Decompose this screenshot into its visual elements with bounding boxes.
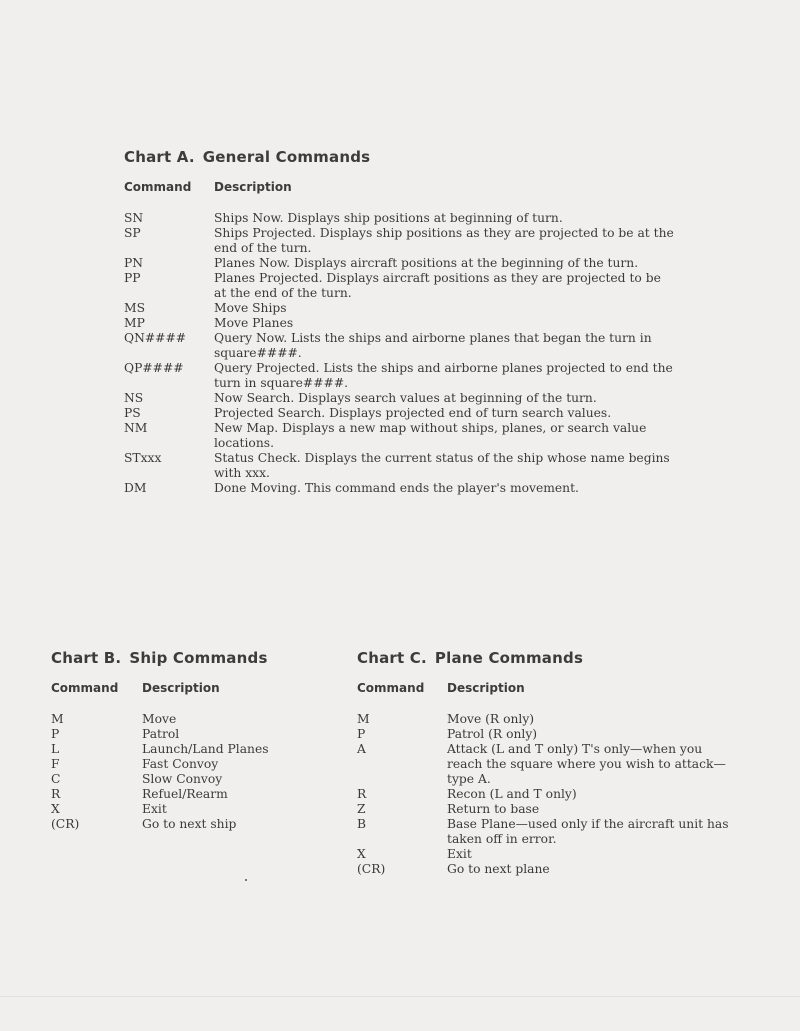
chart-c-name: Plane Commands: [434, 649, 584, 667]
command-code: X: [357, 847, 366, 861]
chart-a-label: Chart A.: [124, 148, 195, 166]
command-code: A: [357, 742, 366, 756]
command-code: SN: [124, 211, 144, 225]
chart-c-title: [357, 649, 732, 667]
command-description: Move Ships: [214, 301, 287, 315]
command-description: Query Projected. Lists the ships and airborne planes projected to end the turn in square####.: [214, 361, 673, 390]
chart-b-title: [51, 649, 342, 667]
command-code: NM: [124, 421, 148, 435]
command-code: (CR): [357, 862, 386, 876]
command-description: Projected Search. Displays projected end of turn search values.: [214, 406, 612, 420]
chart-b-col-command: Command: [51, 681, 119, 695]
command-row: [51, 742, 342, 757]
command-code: (CR): [51, 817, 80, 831]
command-row: [124, 391, 674, 406]
chart-c-plane-commands: [357, 649, 732, 877]
chart-b-col-description: Description: [142, 681, 220, 695]
command-description: Fast Convoy: [142, 757, 219, 771]
command-code: Z: [357, 802, 366, 816]
command-row: [124, 331, 674, 361]
chart-a-name: General Commands: [202, 148, 371, 166]
command-description: Base Plane—used only if the aircraft unit has taken off in error.: [447, 817, 729, 846]
page-crease: [0, 996, 800, 997]
command-description: Move: [142, 712, 177, 726]
command-row: [124, 361, 674, 391]
command-row: [124, 301, 674, 316]
command-code: QN####: [124, 331, 187, 345]
chart-c-label: Chart C.: [357, 649, 427, 667]
chart-b-header: [51, 681, 342, 697]
command-code: QP####: [124, 361, 184, 375]
command-description: Planes Now. Displays aircraft positions at the beginning of the turn.: [214, 256, 639, 270]
command-row: [357, 802, 732, 817]
chart-a-general-commands: [124, 148, 674, 496]
command-code: L: [51, 742, 60, 756]
command-description: Return to base: [447, 802, 540, 816]
command-row: [51, 772, 342, 787]
command-description: Now Search. Displays search values at beginning of the turn.: [214, 391, 597, 405]
command-description: Launch/Land Planes: [142, 742, 269, 756]
chart-a-title: [124, 148, 674, 166]
command-row: [124, 226, 674, 256]
chart-a-header: [124, 180, 674, 196]
chart-c-col-command: Command: [357, 681, 425, 695]
command-code: DM: [124, 481, 147, 495]
command-code: R: [51, 787, 61, 801]
command-description: Query Now. Lists the ships and airborne planes that began the turn in square####.: [214, 331, 652, 360]
chart-b-ship-commands: [51, 649, 342, 832]
chart-b-name: Ship Commands: [129, 649, 268, 667]
command-code: P: [51, 727, 60, 741]
command-code: B: [357, 817, 367, 831]
command-row: [124, 256, 674, 271]
command-description: Slow Convoy: [142, 772, 223, 786]
command-code: STxxx: [124, 451, 162, 465]
command-description: Exit: [447, 847, 472, 861]
stray-dot: [245, 879, 247, 881]
chart-c-header: [357, 681, 732, 697]
command-code: MP: [124, 316, 145, 330]
command-description: Status Check. Displays the current status of the ship whose name begins with xxx.: [214, 451, 670, 480]
command-code: P: [357, 727, 366, 741]
command-code: C: [51, 772, 61, 786]
command-row: [124, 451, 674, 481]
command-row: [51, 712, 342, 727]
chart-c-rows: [357, 712, 732, 877]
chart-a-col-description: Description: [214, 180, 292, 194]
command-row: [51, 817, 342, 832]
command-code: SP: [124, 226, 141, 240]
command-description: Ships Now. Displays ship positions at beginning of turn.: [214, 211, 563, 225]
command-row: [51, 787, 342, 802]
command-row: [51, 757, 342, 772]
command-code: R: [357, 787, 367, 801]
command-description: Move Planes: [214, 316, 294, 330]
command-code: PN: [124, 256, 144, 270]
command-code: PP: [124, 271, 141, 285]
command-row: [124, 211, 674, 226]
chart-b-label: Chart B.: [51, 649, 122, 667]
chart-a-col-command: Command: [124, 180, 192, 194]
command-description: Planes Projected. Displays aircraft positions as they are projected to be at the end of the turn.: [214, 271, 661, 300]
command-row: [124, 271, 674, 301]
command-row: [124, 316, 674, 331]
command-row: [357, 817, 732, 847]
command-description: Go to next ship: [142, 817, 237, 831]
command-row: [51, 802, 342, 817]
chart-b-rows: [51, 712, 342, 832]
command-row: [357, 712, 732, 727]
command-description: Patrol (R only): [447, 727, 538, 741]
command-row: [51, 727, 342, 742]
command-code: MS: [124, 301, 146, 315]
command-row: [357, 727, 732, 742]
command-description: New Map. Displays a new map without ships, planes, or search value locations.: [214, 421, 647, 450]
command-code: M: [51, 712, 64, 726]
command-code: PS: [124, 406, 141, 420]
command-row: [357, 862, 732, 877]
command-row: [357, 847, 732, 862]
command-code: NS: [124, 391, 144, 405]
command-description: Refuel/Rearm: [142, 787, 228, 801]
command-row: [124, 421, 674, 451]
command-row: [124, 406, 674, 421]
command-code: M: [357, 712, 370, 726]
chart-c-col-description: Description: [447, 681, 525, 695]
command-description: Go to next plane: [447, 862, 550, 876]
chart-a-rows: [124, 211, 674, 496]
command-row: [357, 787, 732, 802]
command-description: Patrol: [142, 727, 180, 741]
command-code: X: [51, 802, 60, 816]
command-description: Ships Projected. Displays ship positions as they are projected to be at the end of the turn.: [214, 226, 674, 255]
command-description: Attack (L and T only) T's only—when you reach the square where you wish to attack— type A.: [447, 742, 726, 786]
command-row: [124, 481, 674, 496]
command-description: Recon (L and T only): [447, 787, 577, 801]
command-row: [357, 742, 732, 787]
command-description: Move (R only): [447, 712, 535, 726]
command-code: F: [51, 757, 60, 771]
command-description: Exit: [142, 802, 167, 816]
command-description: Done Moving. This command ends the player's movement.: [214, 481, 579, 495]
